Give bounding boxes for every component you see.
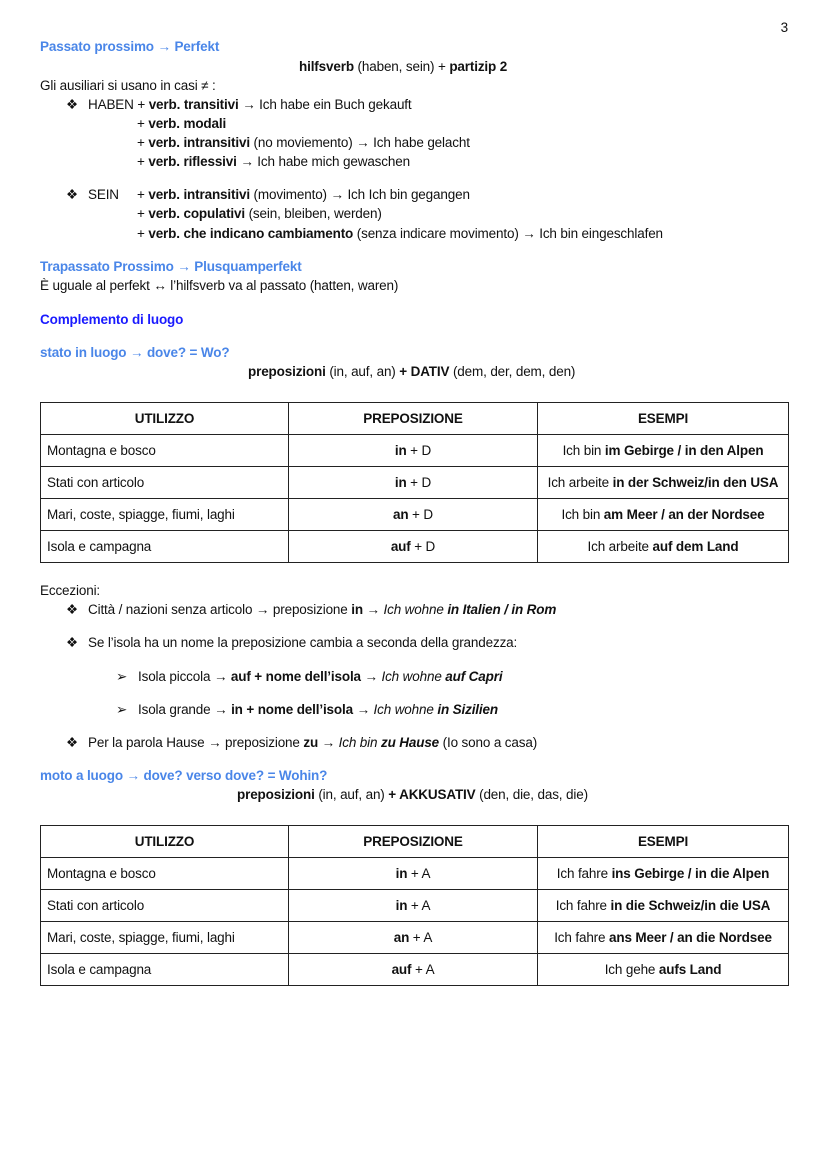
preposizione-cell (289, 890, 538, 922)
heading-moto-a-luogo (40, 767, 327, 785)
text: Stati con articolo (47, 475, 145, 490)
sein-label (88, 187, 119, 202)
eccezione-text (88, 635, 517, 650)
bold-text: verb. intransitivi (148, 187, 250, 202)
text: Passato prossimo → Perfekt (40, 39, 220, 54)
utilizzo-cell (41, 858, 289, 890)
eccezione-item (66, 734, 537, 752)
text: + (137, 226, 149, 241)
text: Ich gehe (604, 962, 659, 977)
text: + (137, 135, 149, 150)
bold-text: verb. copulativi (148, 206, 245, 221)
bold-text: am Meer / an der Nordsee (603, 507, 765, 522)
plusquamperfekt-text (40, 277, 398, 295)
utilizzo-cell (41, 531, 289, 563)
haben-modali (137, 115, 226, 133)
bold-text: in + nome dell’isola (231, 702, 353, 717)
text: Isola grande → (138, 702, 232, 717)
bold-text: verb. intransitivi (148, 135, 250, 150)
text: + D (406, 475, 432, 490)
italic-text: Ich wohne (381, 669, 446, 684)
text: (dem, der, dem, den) (449, 364, 576, 379)
haben-text (88, 97, 412, 112)
table-header-row (41, 403, 789, 435)
eccezione-text (88, 602, 556, 617)
bold-text: auf (391, 962, 412, 977)
preposizione-cell (289, 531, 538, 563)
bold-text: + AKKUSATIV (388, 787, 476, 802)
esempi-cell (538, 890, 789, 922)
sub-item (116, 668, 502, 686)
bold-text: ins Gebirge / in die Alpen (611, 866, 770, 881)
bold-italic-text: auf Capri (445, 669, 503, 684)
text: (den, die, das, die) (475, 787, 588, 802)
sub-item-text (138, 702, 498, 717)
text: Se l’isola ha un nome la preposizione cambia a seconda della grandezza: (88, 635, 518, 650)
text: (no moviemento) → Ich habe gelacht (249, 135, 470, 150)
column-header: UTILIZZO (41, 826, 289, 858)
dativ-formula (248, 363, 575, 381)
text: Ich arbeite (587, 539, 653, 554)
haben-riflessivi (137, 153, 410, 171)
sein-intransitivi (137, 186, 470, 204)
text: stato in luogo → dove? = Wo? (40, 345, 230, 360)
diamond-bullet-icon: ❖ (66, 602, 78, 617)
heading-perfekt (40, 38, 219, 56)
table-header-row (41, 826, 789, 858)
bold-text: an (392, 507, 409, 522)
preposizione-cell (289, 858, 538, 890)
sein-item (66, 186, 119, 204)
bold-text: in (394, 475, 407, 490)
bold-text: aufs Land (658, 962, 722, 977)
text: (in, auf, an) (314, 787, 389, 802)
akkusativ-formula (237, 786, 588, 804)
esempi-cell (538, 499, 789, 531)
arrow-bullet-icon: ➢ (116, 669, 128, 684)
table-row (41, 858, 789, 890)
utilizzo-cell (41, 954, 289, 986)
diamond-bullet-icon: ❖ (66, 635, 78, 650)
esempi-cell (538, 435, 789, 467)
text: (sein, bleiben, werden) (244, 206, 382, 221)
text: Ich fahre (556, 866, 612, 881)
esempi-cell (538, 954, 789, 986)
text: + A (407, 866, 431, 881)
utilizzo-cell (41, 922, 289, 954)
text: Isola e campagna (47, 539, 152, 554)
table-row (41, 467, 789, 499)
text: Ich arbeite (547, 475, 613, 490)
bold-text: preposizioni (237, 787, 315, 802)
text: Per la parola Hause → preposizione (88, 735, 304, 750)
text: Ich bin (561, 507, 604, 522)
utilizzo-cell (41, 467, 289, 499)
bold-text: in (395, 866, 408, 881)
arrow-bullet-icon: ➢ (116, 702, 128, 717)
text: Ich fahre (554, 930, 609, 945)
text: Mari, coste, spiagge, fiumi, laghi (47, 507, 235, 522)
preposizione-cell (289, 922, 538, 954)
italic-text: Ich wohne (383, 602, 448, 617)
text: Isola e campagna (47, 962, 152, 977)
utilizzo-cell (41, 890, 289, 922)
text: Stati con articolo (47, 898, 145, 913)
text: (haben, sein) + (353, 59, 450, 74)
table-row (41, 499, 789, 531)
italic-text: Ich wohne (373, 702, 438, 717)
column-header: ESEMPI (538, 826, 789, 858)
esempi-cell (538, 467, 789, 499)
text: Città / nazioni senza articolo → preposizione (88, 602, 352, 617)
text: + (137, 116, 149, 131)
bold-text: zu (303, 735, 319, 750)
text: + D (406, 443, 432, 458)
table-row (41, 922, 789, 954)
text: → (352, 702, 374, 717)
bold-text: in (351, 602, 363, 617)
sub-item-text (138, 669, 502, 684)
italic-text: Ich bin (338, 735, 381, 750)
eccezione-item (66, 634, 517, 652)
bold-italic-text: in Italien / in Rom (447, 602, 557, 617)
eccezioni-label (40, 582, 100, 600)
bold-text: ans Meer / an die Nordsee (608, 930, 772, 945)
preposizione-cell (289, 954, 538, 986)
esempi-cell (538, 922, 789, 954)
bold-text: hilfsverb (299, 59, 354, 74)
diamond-bullet-icon: ❖ (66, 97, 78, 112)
text: Mari, coste, spiagge, fiumi, laghi (47, 930, 235, 945)
perfekt-formula (299, 58, 507, 76)
text: + (137, 206, 149, 221)
column-header: PREPOSIZIONE (289, 403, 538, 435)
text: (Io sono a casa) (439, 735, 538, 750)
text: + A (407, 898, 431, 913)
text: Montagna e bosco (47, 443, 156, 458)
text: + A (409, 930, 433, 945)
esempi-cell (538, 858, 789, 890)
table-row (41, 890, 789, 922)
bold-text: auf dem Land (652, 539, 739, 554)
text: Gli ausiliari si usano in casi ≠ : (40, 78, 216, 93)
text: + A (411, 962, 435, 977)
table-row (41, 531, 789, 563)
esempi-cell (538, 531, 789, 563)
bold-text: partizip 2 (449, 59, 508, 74)
bold-text: in der Schweiz/in den USA (612, 475, 779, 490)
bold-text: verb. transitivi (148, 97, 239, 112)
bold-text: im Gebirge / in den Alpen (604, 443, 764, 458)
text: HABEN + (88, 97, 149, 112)
bold-text: in (395, 898, 408, 913)
eccezione-text (88, 735, 537, 750)
text: Ich fahre (555, 898, 611, 913)
column-header: PREPOSIZIONE (289, 826, 538, 858)
dativ-table (40, 402, 789, 563)
text: Complemento di luogo (40, 312, 184, 327)
table-row (41, 435, 789, 467)
bold-text: verb. che indicano cambiamento (148, 226, 354, 241)
heading-complemento-luogo (40, 311, 183, 329)
text: → (362, 602, 384, 617)
eccezione-item (66, 601, 556, 619)
diamond-bullet-icon: ❖ (66, 187, 78, 202)
text: È uguale al perfekt ↔ l’hilfsverb va al passato (hatten, waren) (40, 278, 399, 293)
bold-text: + DATIV (399, 364, 450, 379)
text: SEIN (88, 187, 119, 202)
haben-item (66, 96, 412, 114)
bold-text: verb. riflessivi (148, 154, 237, 169)
table-row (41, 954, 789, 986)
column-header: UTILIZZO (41, 403, 289, 435)
heading-stato-in-luogo (40, 344, 229, 362)
text: Montagna e bosco (47, 866, 156, 881)
sein-copulativi (137, 205, 382, 223)
bold-text: auf + nome dell’isola (230, 669, 361, 684)
text: + (137, 154, 149, 169)
text: Eccezioni: (40, 583, 101, 598)
text: + D (408, 507, 433, 522)
text: (movimento) → Ich Ich bin gegangen (249, 187, 470, 202)
text: Isola piccola → (138, 669, 231, 684)
bold-text: preposizioni (248, 364, 326, 379)
page-number: 3 (780, 20, 788, 35)
bold-text: in die Schweiz/in die USA (610, 898, 771, 913)
bold-text: verb. modali (148, 116, 227, 131)
preposizione-cell (289, 467, 538, 499)
bold-text: auf (390, 539, 411, 554)
bold-text: in (394, 443, 407, 458)
utilizzo-cell (41, 435, 289, 467)
utilizzo-cell (41, 499, 289, 531)
diamond-bullet-icon: ❖ (66, 735, 78, 750)
bold-italic-text: in Sizilien (437, 702, 498, 717)
bold-text: an (393, 930, 410, 945)
preposizione-cell (289, 499, 538, 531)
text: + D (410, 539, 436, 554)
ausiliari-intro (40, 77, 216, 95)
text: + (137, 187, 149, 202)
text: Trapassato Prossimo → Plusquamperfekt (40, 259, 302, 274)
text: → Ich habe ein Buch gekauft (238, 97, 412, 112)
bold-italic-text: zu Hause (380, 735, 440, 750)
text: (in, auf, an) (325, 364, 400, 379)
sein-cambiamento (137, 225, 663, 243)
preposizione-cell (289, 435, 538, 467)
text: (senza indicare movimento) → Ich bin eingeschlafen (353, 226, 663, 241)
text: moto a luogo → dove? verso dove? = Wohin? (40, 768, 328, 783)
heading-plusquamperfekt (40, 258, 302, 276)
akkusativ-table (40, 825, 789, 986)
text: → (318, 735, 339, 750)
haben-intransitivi (137, 134, 470, 152)
sub-item (116, 701, 498, 719)
text: → Ich habe mich gewaschen (236, 154, 410, 169)
text: Ich bin (562, 443, 605, 458)
column-header: ESEMPI (538, 403, 789, 435)
text: → (360, 669, 382, 684)
